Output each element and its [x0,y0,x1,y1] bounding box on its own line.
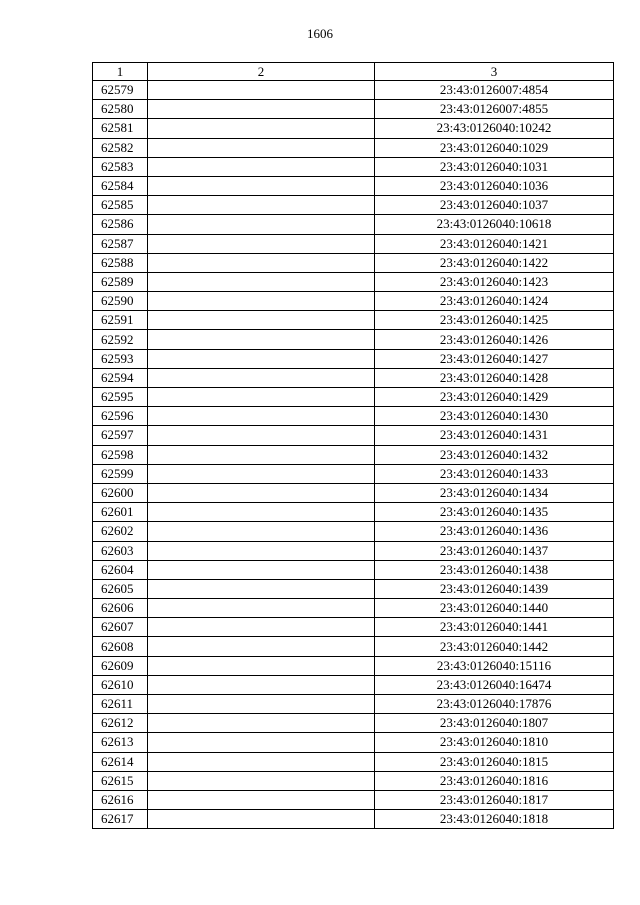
table-row [93,790,614,809]
row-blank-cell [148,445,375,464]
cadastral-number-cell: 23:43:0126040:1816 [375,771,614,790]
table-row [93,119,614,138]
table-row [93,695,614,714]
table-header [93,63,614,81]
row-blank-cell [148,196,375,215]
row-blank-cell [148,579,375,598]
row-blank-cell [148,100,375,119]
row-number-cell: 62599 [93,464,148,483]
row-blank-cell [148,503,375,522]
row-number-cell: 62610 [93,675,148,694]
row-number-cell: 62583 [93,157,148,176]
table-row [93,445,614,464]
row-blank-cell [148,483,375,502]
cadastral-number-cell: 23:43:0126040:15116 [375,656,614,675]
cadastral-number-cell: 23:43:0126040:1815 [375,752,614,771]
row-blank-cell [148,253,375,272]
table-body [93,81,614,829]
row-blank-cell [148,426,375,445]
table-row [93,81,614,100]
cadastral-number-cell: 23:43:0126040:17876 [375,695,614,714]
row-number-cell: 62591 [93,311,148,330]
table-row [93,253,614,272]
table-row [93,752,614,771]
row-number-cell: 62589 [93,272,148,291]
table-row [93,157,614,176]
row-blank-cell [148,368,375,387]
row-blank-cell [148,464,375,483]
table-row [93,138,614,157]
table-row [93,311,614,330]
cadastral-number-cell: 23:43:0126040:1441 [375,618,614,637]
row-number-cell: 62597 [93,426,148,445]
registry-table [92,62,614,829]
row-number-cell: 62614 [93,752,148,771]
table-row [93,714,614,733]
row-blank-cell [148,675,375,694]
row-blank-cell [148,599,375,618]
cadastral-number-cell: 23:43:0126040:1425 [375,311,614,330]
table-row [93,215,614,234]
row-blank-cell [148,292,375,311]
row-blank-cell [148,656,375,675]
table-row [93,618,614,637]
row-blank-cell [148,637,375,656]
row-number-cell: 62586 [93,215,148,234]
table-row [93,100,614,119]
table-row [93,407,614,426]
cadastral-number-cell: 23:43:0126040:1436 [375,522,614,541]
row-number-cell: 62602 [93,522,148,541]
page-number: 1606 [307,26,333,41]
table-row [93,541,614,560]
row-blank-cell [148,714,375,733]
header-col-3: 3 [375,63,614,81]
table-row [93,196,614,215]
row-number-cell: 62588 [93,253,148,272]
cadastral-number-cell: 23:43:0126040:1442 [375,637,614,656]
row-number-cell: 62594 [93,368,148,387]
row-number-cell: 62612 [93,714,148,733]
row-blank-cell [148,349,375,368]
row-blank-cell [148,81,375,100]
table-row [93,330,614,349]
cadastral-number-cell: 23:43:0126040:16474 [375,675,614,694]
row-number-cell: 62593 [93,349,148,368]
cadastral-number-cell: 23:43:0126040:1428 [375,368,614,387]
cadastral-number-cell: 23:43:0126040:1810 [375,733,614,752]
table-row [93,560,614,579]
table-row [93,771,614,790]
cadastral-number-cell: 23:43:0126040:1429 [375,388,614,407]
row-blank-cell [148,138,375,157]
table-row [93,675,614,694]
cadastral-number-cell: 23:43:0126040:1037 [375,196,614,215]
table-row [93,388,614,407]
table-row [93,234,614,253]
cadastral-number-cell: 23:43:0126040:1424 [375,292,614,311]
row-number-cell: 62601 [93,503,148,522]
table-row [93,810,614,829]
row-blank-cell [148,311,375,330]
cadastral-number-cell: 23:43:0126040:1422 [375,253,614,272]
cadastral-number-cell: 23:43:0126040:1430 [375,407,614,426]
table-row [93,426,614,445]
row-number-cell: 62604 [93,560,148,579]
table-row [93,733,614,752]
row-number-cell: 62595 [93,388,148,407]
cadastral-number-cell: 23:43:0126040:1437 [375,541,614,560]
cadastral-number-cell: 23:43:0126040:10618 [375,215,614,234]
row-number-cell: 62592 [93,330,148,349]
cadastral-number-cell: 23:43:0126040:1807 [375,714,614,733]
table-row [93,464,614,483]
table-row [93,272,614,291]
row-number-cell: 62590 [93,292,148,311]
cadastral-number-cell: 23:43:0126040:1440 [375,599,614,618]
row-number-cell: 62596 [93,407,148,426]
row-number-cell: 62615 [93,771,148,790]
row-number-cell: 62584 [93,176,148,195]
row-number-cell: 62600 [93,483,148,502]
row-number-cell: 62617 [93,810,148,829]
row-number-cell: 62613 [93,733,148,752]
row-blank-cell [148,810,375,829]
row-number-cell: 62603 [93,541,148,560]
row-number-cell: 62606 [93,599,148,618]
row-blank-cell [148,771,375,790]
table-row [93,599,614,618]
table-row [93,176,614,195]
table-row [93,522,614,541]
cadastral-number-cell: 23:43:0126040:1439 [375,579,614,598]
row-blank-cell [148,733,375,752]
row-blank-cell [148,695,375,714]
cadastral-number-cell: 23:43:0126040:1421 [375,234,614,253]
row-number-cell: 62609 [93,656,148,675]
cadastral-number-cell: 23:43:0126040:1426 [375,330,614,349]
row-number-cell: 62607 [93,618,148,637]
row-number-cell: 62608 [93,637,148,656]
row-blank-cell [148,407,375,426]
cadastral-number-cell: 23:43:0126040:1423 [375,272,614,291]
row-blank-cell [148,119,375,138]
cadastral-number-cell: 23:43:0126007:4855 [375,100,614,119]
header-col-2: 2 [148,63,375,81]
row-number-cell: 62581 [93,119,148,138]
row-blank-cell [148,752,375,771]
row-blank-cell [148,618,375,637]
table-row [93,292,614,311]
cadastral-number-cell: 23:43:0126040:1435 [375,503,614,522]
table-row [93,656,614,675]
cadastral-number-cell: 23:43:0126040:1817 [375,790,614,809]
row-blank-cell [148,176,375,195]
row-number-cell: 62582 [93,138,148,157]
header-row [93,63,614,81]
table-row [93,637,614,656]
row-number-cell: 62579 [93,81,148,100]
cadastral-number-cell: 23:43:0126040:1432 [375,445,614,464]
table-row [93,368,614,387]
row-blank-cell [148,541,375,560]
row-blank-cell [148,330,375,349]
cadastral-number-cell: 23:43:0126040:1036 [375,176,614,195]
cadastral-number-cell: 23:43:0126040:10242 [375,119,614,138]
row-number-cell: 62616 [93,790,148,809]
row-number-cell: 62580 [93,100,148,119]
row-number-cell: 62585 [93,196,148,215]
row-number-cell: 62598 [93,445,148,464]
cadastral-number-cell: 23:43:0126040:1427 [375,349,614,368]
table-row [93,483,614,502]
row-number-cell: 62605 [93,579,148,598]
table-row [93,349,614,368]
cadastral-number-cell: 23:43:0126007:4854 [375,81,614,100]
row-blank-cell [148,215,375,234]
cadastral-number-cell: 23:43:0126040:1433 [375,464,614,483]
row-blank-cell [148,157,375,176]
row-blank-cell [148,522,375,541]
table-row [93,579,614,598]
cadastral-number-cell: 23:43:0126040:1031 [375,157,614,176]
cadastral-number-cell: 23:43:0126040:1438 [375,560,614,579]
table-row [93,503,614,522]
cadastral-number-cell: 23:43:0126040:1431 [375,426,614,445]
row-number-cell: 62611 [93,695,148,714]
cadastral-number-cell: 23:43:0126040:1818 [375,810,614,829]
row-blank-cell [148,234,375,253]
cadastral-number-cell: 23:43:0126040:1029 [375,138,614,157]
header-col-1: 1 [93,63,148,81]
row-number-cell: 62587 [93,234,148,253]
row-blank-cell [148,560,375,579]
row-blank-cell [148,388,375,407]
cadastral-number-cell: 23:43:0126040:1434 [375,483,614,502]
row-blank-cell [148,790,375,809]
row-blank-cell [148,272,375,291]
